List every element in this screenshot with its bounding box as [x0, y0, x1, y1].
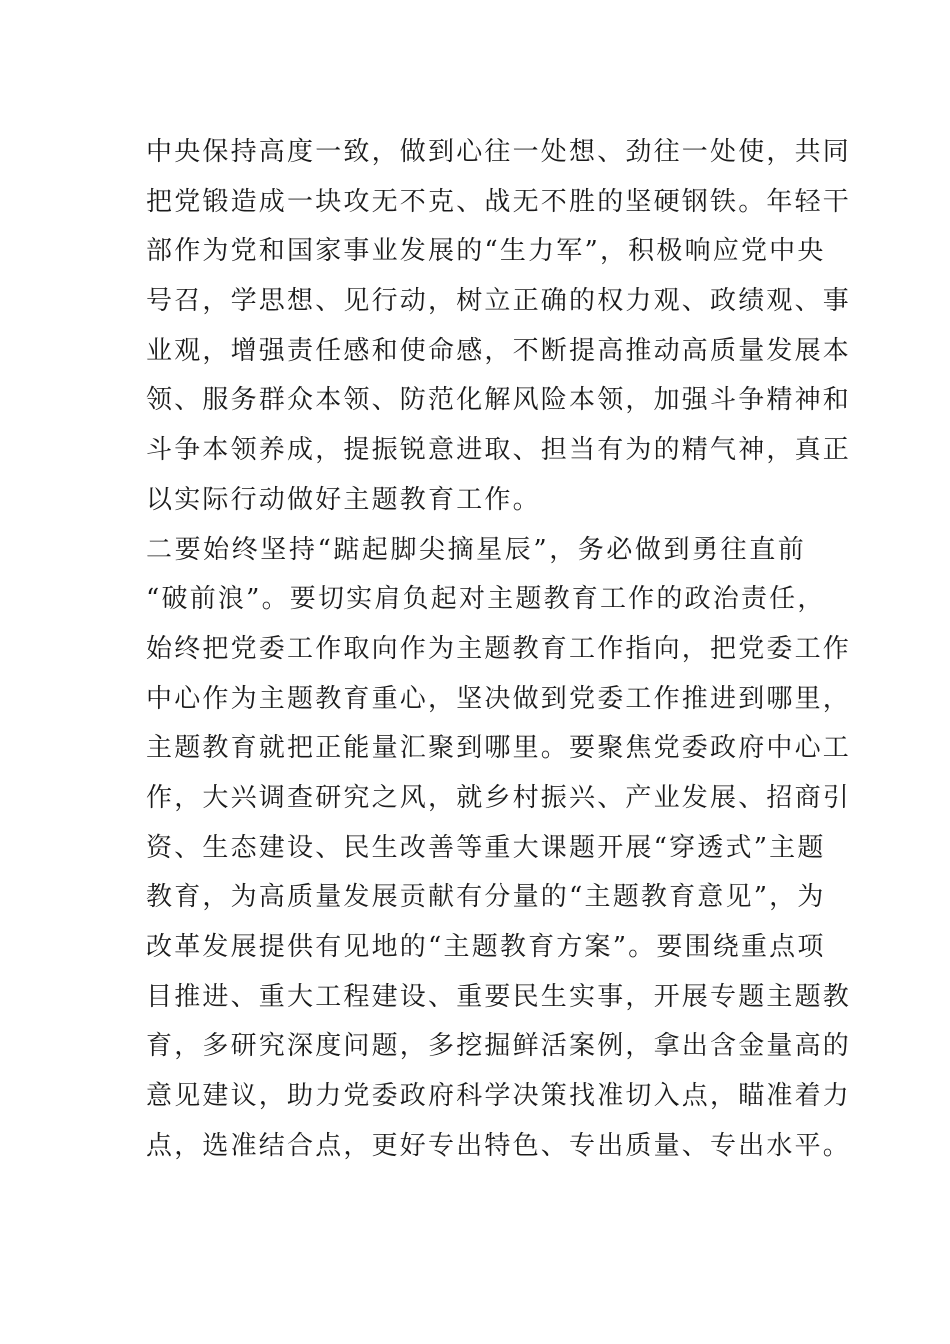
text-line: 资、生态建设、民生改善等重大课题开展“穿透式”主题: [146, 832, 826, 863]
text-line: 领、服务群众本领、防范化解风险本领，加强斗争精神和: [146, 385, 852, 416]
text-line: 育，多研究深度问题，多挖掘鲜活案例，拿出含金量高的: [146, 1031, 852, 1062]
text-line: 业观，增强责任感和使命感，不断提高推动高质量发展本: [146, 335, 852, 366]
text-line: 号召，学思想、见行动，树立正确的权力观、政绩观、事: [146, 286, 852, 317]
text-line: 中心作为主题教育重心，坚决做到党委工作推进到哪里，: [146, 683, 852, 714]
text-line: 斗争本领养成，提振锐意进取、担当有为的精气神，真正: [146, 435, 852, 466]
text-line: 意见建议，助力党委政府科学决策找准切入点，瞄准着力: [146, 1081, 852, 1112]
body-text: [146, 128, 852, 1171]
text-line: 作，大兴调查研究之风，就乡村振兴、产业发展、招商引: [146, 782, 852, 813]
text-line: 改革发展提供有见地的“主题教育方案”。要围绕重点项: [146, 932, 826, 962]
text-line: 把党锻造成一块攻无不克、战无不胜的坚硬钢铁。年轻干: [146, 186, 852, 217]
text-line: 部作为党和国家事业发展的“生力军”，积极响应党中央: [146, 236, 826, 267]
text-line: 二要始终坚持“踮起脚尖摘星辰”，务必做到勇往直前: [146, 534, 806, 565]
text-line: 主题教育就把正能量汇聚到哪里。要聚焦党委政府中心工: [146, 733, 852, 764]
text-line: “破前浪”。要切实肩负起对主题教育工作的政治责任，: [146, 584, 826, 615]
text-line: 中央保持高度一致，做到心往一处想、劲往一处使，共同: [146, 137, 852, 167]
text-line: 始终把党委工作取向作为主题教育工作指向，把党委工作: [146, 633, 852, 664]
paragraph-end-line: 点，选准结合点，更好专出特色、专出质量、专出水平。: [146, 1130, 852, 1161]
text-line: 目推进、重大工程建设、重要民生实事，开展专题主题教: [146, 981, 852, 1012]
paragraph-end-line: 以实际行动做好主题教育工作。: [146, 484, 541, 515]
text-line: 教育，为高质量发展贡献有分量的“主题教育意见”，为: [146, 882, 826, 913]
